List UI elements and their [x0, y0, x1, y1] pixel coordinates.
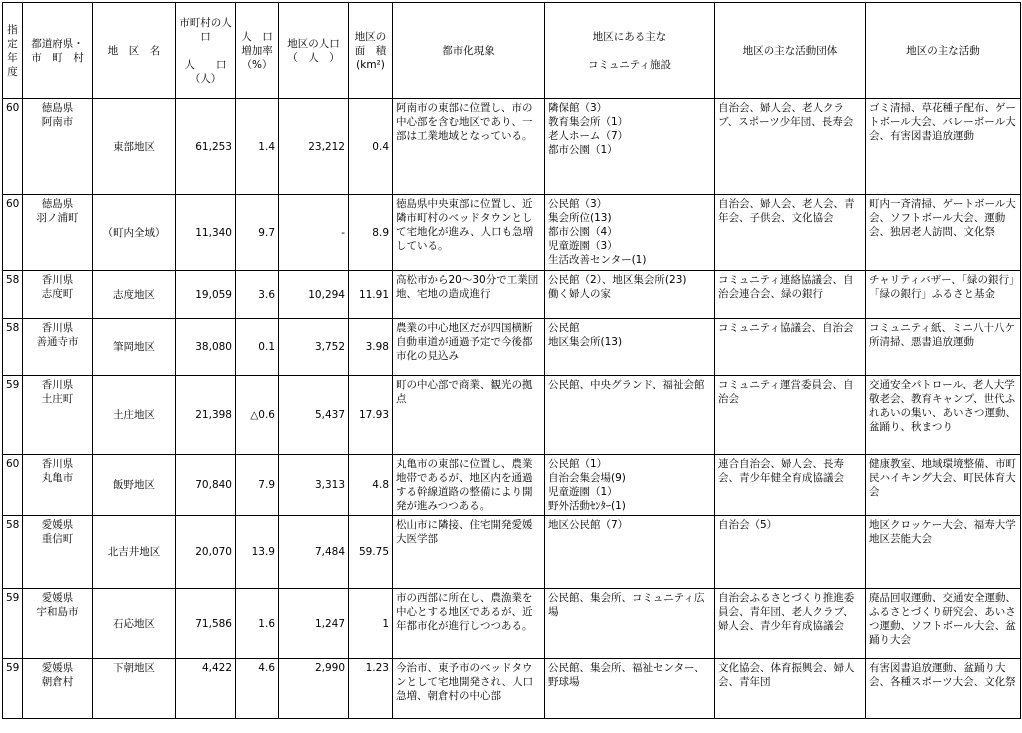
urbanization-cell: 高松市から20～30分で工業団地、宅地の造成進行 — [393, 271, 545, 319]
urbanization-cell: 阿南市の東部に位置し、市の中心部を含む地区であり、一部は工業地域となっている。 — [393, 99, 545, 195]
prefecture-name: 徳島県 — [41, 102, 74, 114]
activities-cell: 有害図書追放運動、盆踊り大会、各種スポーツ大会、文化祭 — [866, 659, 1021, 719]
urbanization-cell: 松山市に隣接、住宅開発愛媛大医学部 — [393, 516, 545, 589]
district-population-cell: 10,294 — [279, 271, 349, 319]
prefecture-name: 香川県 — [41, 274, 74, 286]
area-cell: 8.9 — [349, 195, 393, 271]
prefecture-cell — [23, 455, 93, 516]
groups-cell: 連合自治会、婦人会、長寿会、青少年健全育成協議会 — [715, 455, 866, 516]
prefecture-cell — [23, 376, 93, 455]
municipality-name: 丸亀市 — [41, 472, 74, 484]
table-row — [3, 516, 1021, 589]
header-activities: 地区の主な活動 — [866, 3, 1021, 99]
municipality-name: 重信町 — [41, 533, 74, 545]
population-cell: 4,422 — [176, 659, 236, 719]
table-row — [3, 455, 1021, 516]
prefecture-name: 愛媛県 — [41, 519, 74, 531]
year-cell: 59 — [3, 659, 23, 719]
header-district-population: 地区の人口 （ 人 ） — [279, 3, 349, 99]
table-row — [3, 659, 1021, 719]
facilities-cell: 公民館、集会所、福祉センター、野球場 — [545, 659, 715, 719]
district-population-cell: 7,484 — [279, 516, 349, 589]
groups-cell: 自治会、婦人会、老人クラブ、スポーツ少年団、長寿会 — [715, 99, 866, 195]
population-cell: 11,340 — [176, 195, 236, 271]
municipality-name: 宇和島市 — [36, 606, 79, 618]
urbanization-cell: 丸亀市の東部に位置し、農業地帯であるが、地区内を通過する幹線道路の整備により開発が進みつつある。 — [393, 455, 545, 516]
municipality-name: 志度町 — [41, 288, 74, 300]
facilities-cell: 公民館 地区集会所(13) — [545, 319, 715, 376]
activities-cell: 健康教室、地域環境整備、市町民ハイキング大会、町民体育大会 — [866, 455, 1021, 516]
growth-cell: 13.9 — [236, 516, 279, 589]
facilities-cell: 公民館（2）、地区集会所(23) 働く婦人の家 — [545, 271, 715, 319]
urbanization-cell: 今治市、東予市のベッドタウンとして宅地開発され、人口急増、朝倉村の中心部 — [393, 659, 545, 719]
activities-cell: 地区クロッケー大会、福寿大学地区芸能大会 — [866, 516, 1021, 589]
growth-cell: △0.6 — [236, 376, 279, 455]
district-cell: 北吉井地区 — [93, 516, 176, 589]
year-cell: 58 — [3, 516, 23, 589]
district-population-cell: 3,313 — [279, 455, 349, 516]
table-row — [3, 589, 1021, 659]
prefecture-cell — [23, 271, 93, 319]
facilities-cell: 公民館（1） 自治会集会場(9) 児童遊園（1） 野外活動ｾﾝﾀｰ(1) — [545, 455, 715, 516]
growth-cell: 0.1 — [236, 319, 279, 376]
prefecture-cell — [23, 195, 93, 271]
municipality-name: 土庄町 — [41, 393, 74, 405]
district-population-cell: 23,212 — [279, 99, 349, 195]
activities-cell: 町内一斉清掃、ゲートボール大会、ソフトボール大会、運動会、独居老人訪問、文化祭 — [866, 195, 1021, 271]
table-row — [3, 195, 1021, 271]
area-cell: 17.93 — [349, 376, 393, 455]
activities-cell: チャリティバザー、「緑の銀行」「緑の銀行」ふるさと基金 — [866, 271, 1021, 319]
groups-cell: 文化協会、体育振興会、婦人会、青年団 — [715, 659, 866, 719]
area-cell: 1 — [349, 589, 393, 659]
prefecture-name: 香川県 — [41, 322, 74, 334]
activities-cell: 廃品回収運動、交通安全運動、ふるさとづくり研究会、あいさつ運動、ソフトボール大会、盆踊り大会 — [866, 589, 1021, 659]
groups-cell: コミュニティ運営委員会、自治会 — [715, 376, 866, 455]
population-cell: 61,253 — [176, 99, 236, 195]
urbanization-cell: 町の中心部で商業、観光の拠点 — [393, 376, 545, 455]
population-cell: 38,080 — [176, 319, 236, 376]
activities-cell: ゴミ清掃、草花種子配布、ゲートボール大会、バレーボール大会、有害図書追放運動 — [866, 99, 1021, 195]
year-cell: 60 — [3, 99, 23, 195]
population-cell: 19,059 — [176, 271, 236, 319]
prefecture-cell — [23, 99, 93, 195]
growth-cell: 9.7 — [236, 195, 279, 271]
district-cell: 志度地区 — [93, 271, 176, 319]
district-cell: 飯野地区 — [93, 455, 176, 516]
district-cell: 下朝地区 — [93, 659, 176, 719]
district-cell: 石応地区 — [93, 589, 176, 659]
header-growth: 人 口 増加率 （%） — [236, 3, 279, 99]
area-cell: 59.75 — [349, 516, 393, 589]
header-area: 地区の 面 積 (km²) — [349, 3, 393, 99]
year-cell: 59 — [3, 376, 23, 455]
header-row — [3, 3, 1021, 99]
prefecture-name: 愛媛県 — [41, 662, 74, 674]
header-population: 市町村の人 口 人 口 （人） — [176, 3, 236, 99]
header-prefecture: 都道府県・ 市 町 村 — [23, 3, 93, 99]
facilities-cell: 公民館（3） 集会所位(13) 都市公園（4） 児童遊園（3） 生活改善センター(1) — [545, 195, 715, 271]
prefecture-name: 香川県 — [41, 458, 74, 470]
groups-cell: 自治会ふるさとづくり推進委員会、青年団、老人クラブ、婦人会、青少年育成協議会 — [715, 589, 866, 659]
table-row — [3, 99, 1021, 195]
municipality-name: 羽ノ浦町 — [36, 212, 79, 224]
prefecture-name: 香川県 — [41, 379, 74, 391]
area-cell: 0.4 — [349, 99, 393, 195]
district-population-cell: 2,990 — [279, 659, 349, 719]
district-population-cell: - — [279, 195, 349, 271]
header-year: 指定 年度 — [3, 3, 23, 99]
facilities-cell: 公民館、集会所、コミュニティ広場 — [545, 589, 715, 659]
district-population-cell: 5,437 — [279, 376, 349, 455]
prefecture-cell — [23, 589, 93, 659]
municipality-name: 阿南市 — [41, 116, 74, 128]
table-row — [3, 271, 1021, 319]
year-cell: 59 — [3, 589, 23, 659]
prefecture-cell — [23, 659, 93, 719]
district-cell: 東部地区 — [93, 99, 176, 195]
area-cell: 3.98 — [349, 319, 393, 376]
area-cell: 11.91 — [349, 271, 393, 319]
growth-cell: 1.6 — [236, 589, 279, 659]
district-cell: 土庄地区 — [93, 376, 176, 455]
activities-cell: 交通安全パトロール、老人大学敬老会、教育キャンプ、世代ふれあいの集い、あいさつ運動、盆踊り、秋まつり — [866, 376, 1021, 455]
header-groups: 地区の主な活動団体 — [715, 3, 866, 99]
prefecture-name: 愛媛県 — [41, 592, 74, 604]
area-cell: 4.8 — [349, 455, 393, 516]
population-cell: 21,398 — [176, 376, 236, 455]
prefecture-cell — [23, 516, 93, 589]
area-cell: 1.23 — [349, 659, 393, 719]
year-cell: 58 — [3, 319, 23, 376]
prefecture-name: 徳島県 — [41, 198, 74, 210]
urbanization-cell: 徳島県中央東部に位置し、近隣市町村のベッドタウンとして宅地化が進み、人口も急増している。 — [393, 195, 545, 271]
growth-cell: 1.4 — [236, 99, 279, 195]
municipality-name: 善通寺市 — [36, 336, 79, 348]
district-cell: （町内全域） — [93, 195, 176, 271]
growth-cell: 3.6 — [236, 271, 279, 319]
facilities-cell: 隣保館（3） 教育集会所（1） 老人ホーム（7） 都市公園（1） — [545, 99, 715, 195]
groups-cell: 自治会（5） — [715, 516, 866, 589]
population-cell: 70,840 — [176, 455, 236, 516]
header-district: 地 区 名 — [93, 3, 176, 99]
growth-cell: 7.9 — [236, 455, 279, 516]
municipality-name: 朝倉村 — [41, 676, 74, 688]
district-population-cell: 3,752 — [279, 319, 349, 376]
district-cell: 筆岡地区 — [93, 319, 176, 376]
header-urbanization: 都市化現象 — [393, 3, 545, 99]
urbanization-cell: 農業の中心地区だが四国横断自動車道が通過予定で今後都市化の見込み — [393, 319, 545, 376]
community-district-table — [2, 2, 1021, 719]
district-population-cell: 1,247 — [279, 589, 349, 659]
table-row — [3, 319, 1021, 376]
facilities-cell: 公民館、中央グランド、福祉会館 — [545, 376, 715, 455]
year-cell: 58 — [3, 271, 23, 319]
growth-cell: 4.6 — [236, 659, 279, 719]
facilities-cell: 地区公民館（7） — [545, 516, 715, 589]
groups-cell: 自治会、婦人会、老人会、青年会、子供会、文化協会 — [715, 195, 866, 271]
groups-cell: コミュニティ連絡協議会、自治会連合会、緑の銀行 — [715, 271, 866, 319]
table-row — [3, 376, 1021, 455]
population-cell: 71,586 — [176, 589, 236, 659]
year-cell: 60 — [3, 455, 23, 516]
year-cell: 60 — [3, 195, 23, 271]
population-cell: 20,070 — [176, 516, 236, 589]
prefecture-cell — [23, 319, 93, 376]
header-facilities: 地区にある主な コミュニティ施設 — [545, 3, 715, 99]
groups-cell: コミュニティ協議会、自治会 — [715, 319, 866, 376]
urbanization-cell: 市の西部に所在し、農漁業を中心とする地区であるが、近年都市化が進行しつつある。 — [393, 589, 545, 659]
activities-cell: コミュニティ紙、ミニ八十八ケ所清掃、悪書追放運動 — [866, 319, 1021, 376]
